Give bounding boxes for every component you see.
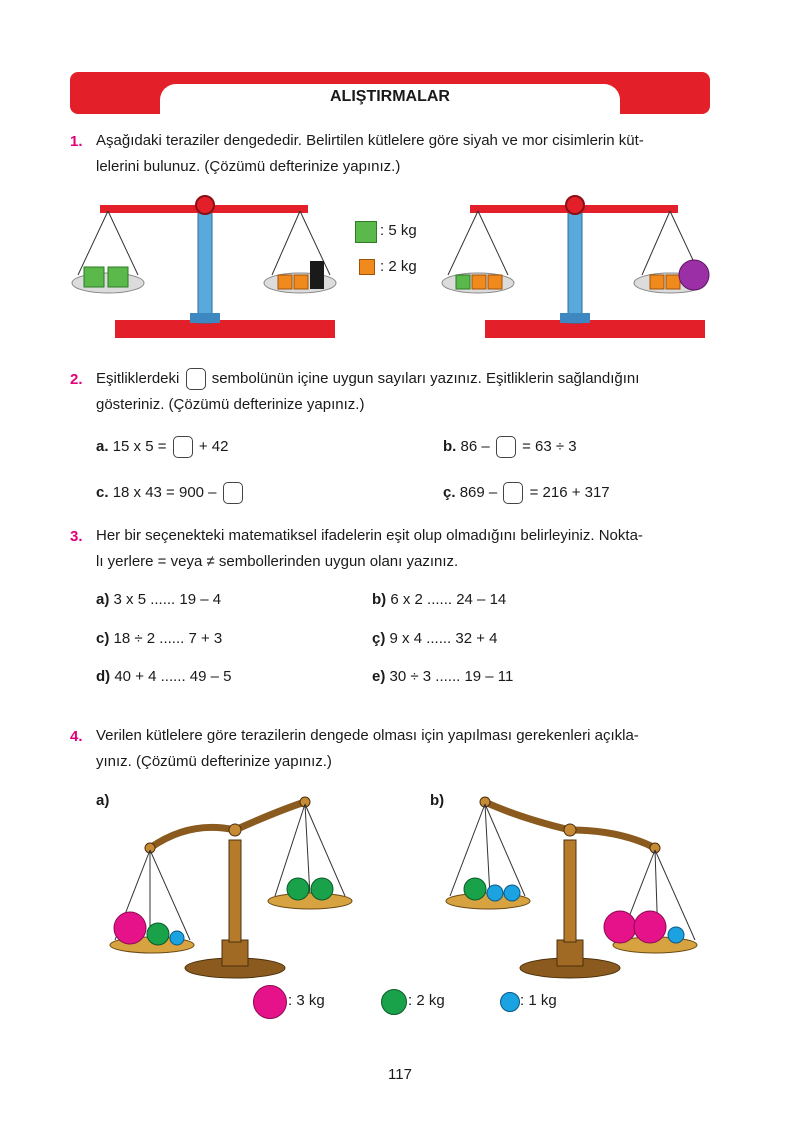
scale-string xyxy=(485,804,490,896)
q3-item-a xyxy=(96,591,221,608)
scale-base xyxy=(485,320,705,338)
empty-box-symbol xyxy=(186,368,206,390)
scale-foot xyxy=(190,313,220,323)
q2-item-cc xyxy=(443,482,610,504)
orange-block xyxy=(278,275,292,289)
legend-pink-label: : 3 kg xyxy=(288,992,325,1009)
legend-orange-square xyxy=(359,259,375,275)
q2-line1-start: Eşitliklerdeki xyxy=(96,370,180,387)
item-expression: 3 x 5 ...... 19 – 4 xyxy=(113,591,222,608)
orange-block xyxy=(472,275,486,289)
item-expression: 18 ÷ 2 ...... 7 + 3 xyxy=(113,630,223,647)
blue-ball xyxy=(668,927,684,943)
pink-ball xyxy=(634,911,666,943)
q3-item-b xyxy=(372,591,506,608)
item-expression: 9 x 4 ...... 32 + 4 xyxy=(389,630,498,647)
q1-line2: lelerini bulunuz. (Çözümü defterinize yapınız.) xyxy=(96,158,401,175)
equation-left: 18 x 43 = 900 – xyxy=(112,483,217,501)
q3-text xyxy=(96,523,643,575)
balance-scale-left xyxy=(72,196,336,338)
q2-line2: gösteriniz. (Çözümü defterinize yapınız.) xyxy=(96,396,365,413)
q2-item-c xyxy=(96,482,245,504)
item-label: d) xyxy=(96,668,111,685)
orange-block xyxy=(294,275,308,289)
q1-number: 1. xyxy=(70,133,83,150)
item-expression: 30 ÷ 3 ...... 19 – 11 xyxy=(389,668,514,685)
blue-ball xyxy=(170,931,184,945)
item-expression: 6 x 2 ...... 24 – 14 xyxy=(390,591,507,608)
scale-foot xyxy=(560,313,590,323)
pink-ball xyxy=(114,912,146,944)
q4-line2: yınız. (Çözümü defterinize yapınız.) xyxy=(96,753,332,770)
pink-ball xyxy=(604,911,636,943)
item-label: a. xyxy=(96,437,109,455)
equation-right: = 216 + 317 xyxy=(529,483,610,501)
scale-string xyxy=(478,211,508,275)
scale-string xyxy=(448,211,478,275)
q3-number: 3. xyxy=(70,528,83,545)
q4-text xyxy=(96,723,639,775)
item-label: ç. xyxy=(443,483,456,501)
scale-pivot xyxy=(229,824,241,836)
legend-pink-ball xyxy=(253,985,287,1019)
scale-pivot xyxy=(566,196,584,214)
green-ball xyxy=(311,878,333,900)
q2-line1-end: sembolünün içine uygun sayıları yazınız. Eşitliklerin sağlandığını xyxy=(211,370,640,387)
equation-right: + 42 xyxy=(198,437,229,455)
blue-ball xyxy=(487,885,503,901)
equation-left: 86 – xyxy=(460,437,490,455)
antique-scale-b xyxy=(446,797,697,978)
q2-item-a xyxy=(96,436,228,458)
item-label: ç) xyxy=(372,630,386,647)
q2-item-b xyxy=(443,436,577,458)
item-label: b. xyxy=(443,437,457,455)
q2-text xyxy=(96,366,716,418)
item-expression: 40 + 4 ...... 49 – 5 xyxy=(114,668,232,685)
blue-ball xyxy=(504,885,520,901)
q1-text xyxy=(96,128,644,180)
scale-pole xyxy=(568,213,582,323)
purple-ball xyxy=(679,260,709,290)
item-label: c) xyxy=(96,630,110,647)
page-number: 117 xyxy=(388,1066,412,1083)
legend-green-label: : 2 kg xyxy=(408,992,445,1009)
scale-beam xyxy=(150,802,305,848)
q3-line2: lı yerlere = veya ≠ sembollerinden uygun olanı yazınız. xyxy=(96,553,459,570)
scale-string xyxy=(108,211,138,275)
green-ball xyxy=(464,878,486,900)
q1-line1: Aşağıdaki teraziler dengededir. Belirtilen kütlelere göre siyah ve mor cisimlerin küt- xyxy=(96,132,644,149)
scale-pedestal xyxy=(557,940,583,966)
green-ball xyxy=(287,878,309,900)
item-label: a) xyxy=(96,591,110,608)
answer-box xyxy=(173,436,193,458)
green-block xyxy=(456,275,470,289)
scale-pivot xyxy=(196,196,214,214)
orange-block xyxy=(666,275,680,289)
scale-pan-right xyxy=(268,893,352,909)
black-block xyxy=(310,261,324,289)
antique-scale-a xyxy=(110,797,352,978)
equation-right: = 63 ÷ 3 xyxy=(522,437,577,455)
equation-left: 869 – xyxy=(459,483,498,501)
q4-number: 4. xyxy=(70,728,83,745)
legend-blue-ball xyxy=(500,992,520,1012)
scale-pole xyxy=(229,840,241,942)
item-label: b) xyxy=(372,591,387,608)
legend-green-ball xyxy=(381,989,407,1015)
equation-left: 15 x 5 = xyxy=(112,437,167,455)
scale-string xyxy=(272,211,300,275)
legend-blue-label: : 1 kg xyxy=(520,992,557,1009)
scale-pedestal xyxy=(222,940,248,966)
page-title: ALIŞTIRMALAR xyxy=(330,88,450,105)
q3-line1: Her bir seçenekteki matematiksel ifadelerin eşit olup olmadığını belirleyiniz. Nokta- xyxy=(96,527,643,544)
legend-green-label: : 5 kg xyxy=(380,222,417,239)
scale-pole xyxy=(564,840,576,942)
q4-label-a: a) xyxy=(96,792,110,809)
q2-line1 xyxy=(96,366,716,392)
orange-block xyxy=(650,275,664,289)
q2-number: 2. xyxy=(70,371,83,388)
q4-label-b: b) xyxy=(430,792,445,809)
scale-pole xyxy=(198,213,212,323)
scale-string xyxy=(642,211,670,275)
q3-item-e xyxy=(372,668,513,685)
balance-scale-right xyxy=(442,196,709,338)
q4-line1: Verilen kütlelere göre terazilerin dengede olması için yapılması gerekenleri açıkla- xyxy=(96,727,639,744)
orange-block xyxy=(488,275,502,289)
q3-item-c xyxy=(96,630,222,647)
green-block xyxy=(108,267,128,287)
item-label: c. xyxy=(96,483,109,501)
scale-base xyxy=(115,320,335,338)
legend-orange-label: : 2 kg xyxy=(380,258,417,275)
q3-item-d xyxy=(96,668,232,685)
q3-item-cc xyxy=(372,630,498,647)
green-ball xyxy=(147,923,169,945)
answer-box xyxy=(223,482,243,504)
scale-string xyxy=(78,211,108,275)
item-label: e) xyxy=(372,668,386,685)
answer-box xyxy=(503,482,523,504)
legend-green-square xyxy=(355,221,377,243)
q4-balance-scales xyxy=(100,790,720,990)
scale-pivot xyxy=(564,824,576,836)
answer-box xyxy=(496,436,516,458)
green-block xyxy=(84,267,104,287)
